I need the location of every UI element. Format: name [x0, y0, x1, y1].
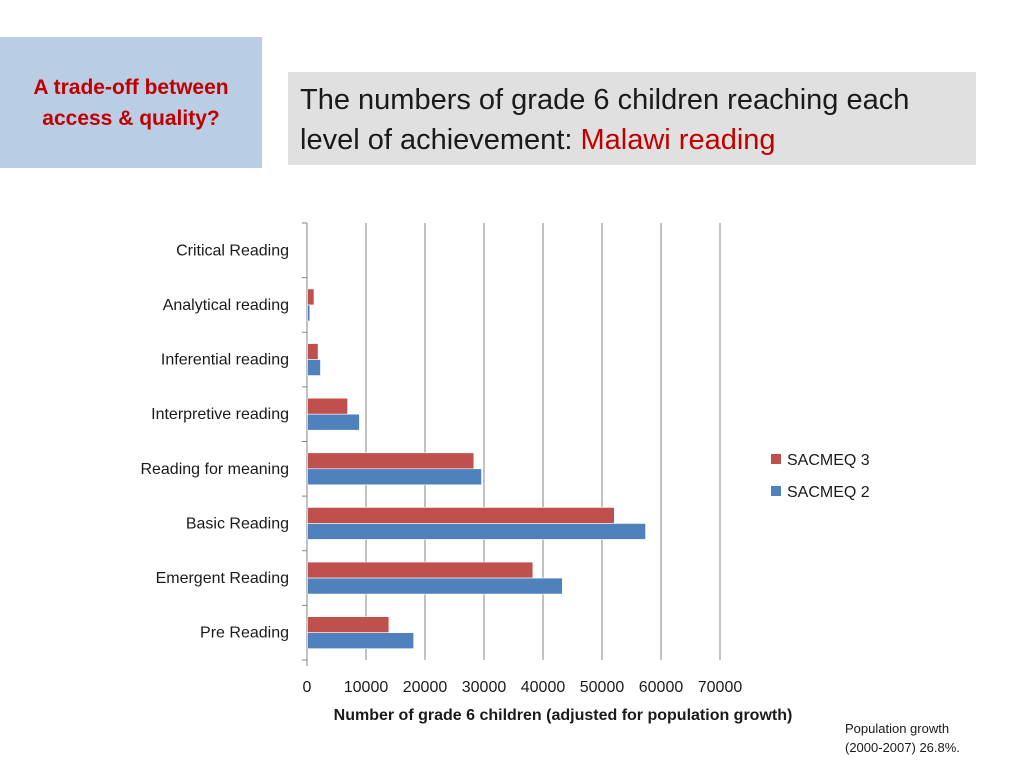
- x-tick-label: 60000: [638, 679, 684, 696]
- bar-sacmeq3: [308, 562, 533, 578]
- bar-sacmeq3: [308, 507, 615, 523]
- x-axis-title: Number of grade 6 children (adjusted for population growth): [333, 707, 793, 724]
- bar-sacmeq2: [308, 414, 360, 430]
- x-tick-label: 30000: [461, 679, 507, 696]
- population-note-line2: (2000-2007) 26.8%.: [845, 740, 960, 755]
- bar-sacmeq2: [308, 360, 321, 376]
- category-label: Basic Reading: [185, 515, 289, 533]
- title-highlight: Malawi reading: [580, 124, 776, 156]
- bar-sacmeq2: [308, 633, 414, 649]
- bar-sacmeq3: [308, 453, 474, 469]
- category-label: Inferential reading: [160, 351, 289, 369]
- x-tick-label: 50000: [579, 679, 625, 696]
- x-tick-label: 10000: [343, 679, 389, 696]
- category-label: Interpretive reading: [151, 406, 289, 424]
- category-label: Analytical reading: [162, 296, 289, 314]
- bar-sacmeq3: [308, 344, 319, 360]
- category-label: Pre Reading: [200, 624, 289, 642]
- x-tick-label: 0: [302, 679, 312, 696]
- legend-swatch: [771, 486, 781, 496]
- category-label: Critical Reading: [176, 242, 289, 260]
- bar-sacmeq3: [308, 289, 314, 305]
- section-tag-text: A trade-off between access & quality?: [33, 75, 229, 130]
- bar-sacmeq2: [308, 578, 563, 594]
- title-main: The numbers of grade 6 children reaching each level of achievement:: [300, 84, 910, 156]
- x-tick-label: 70000: [697, 679, 743, 696]
- bar-sacmeq2: [308, 469, 482, 485]
- legend-label: SACMEQ 3: [787, 452, 870, 469]
- bar-sacmeq2: [308, 523, 646, 539]
- x-tick-label: 20000: [402, 679, 448, 696]
- category-label: Reading for meaning: [140, 460, 289, 478]
- population-note-line1: Population growth: [845, 721, 950, 736]
- population-note: [845, 719, 1015, 757]
- legend-swatch: [771, 454, 781, 464]
- x-tick-label: 40000: [520, 679, 566, 696]
- bar-sacmeq3: [308, 617, 389, 633]
- legend-label: SACMEQ 2: [787, 484, 870, 501]
- bar-sacmeq3: [308, 398, 348, 414]
- category-label: Emergent Reading: [155, 570, 289, 588]
- bar-sacmeq2: [308, 305, 310, 321]
